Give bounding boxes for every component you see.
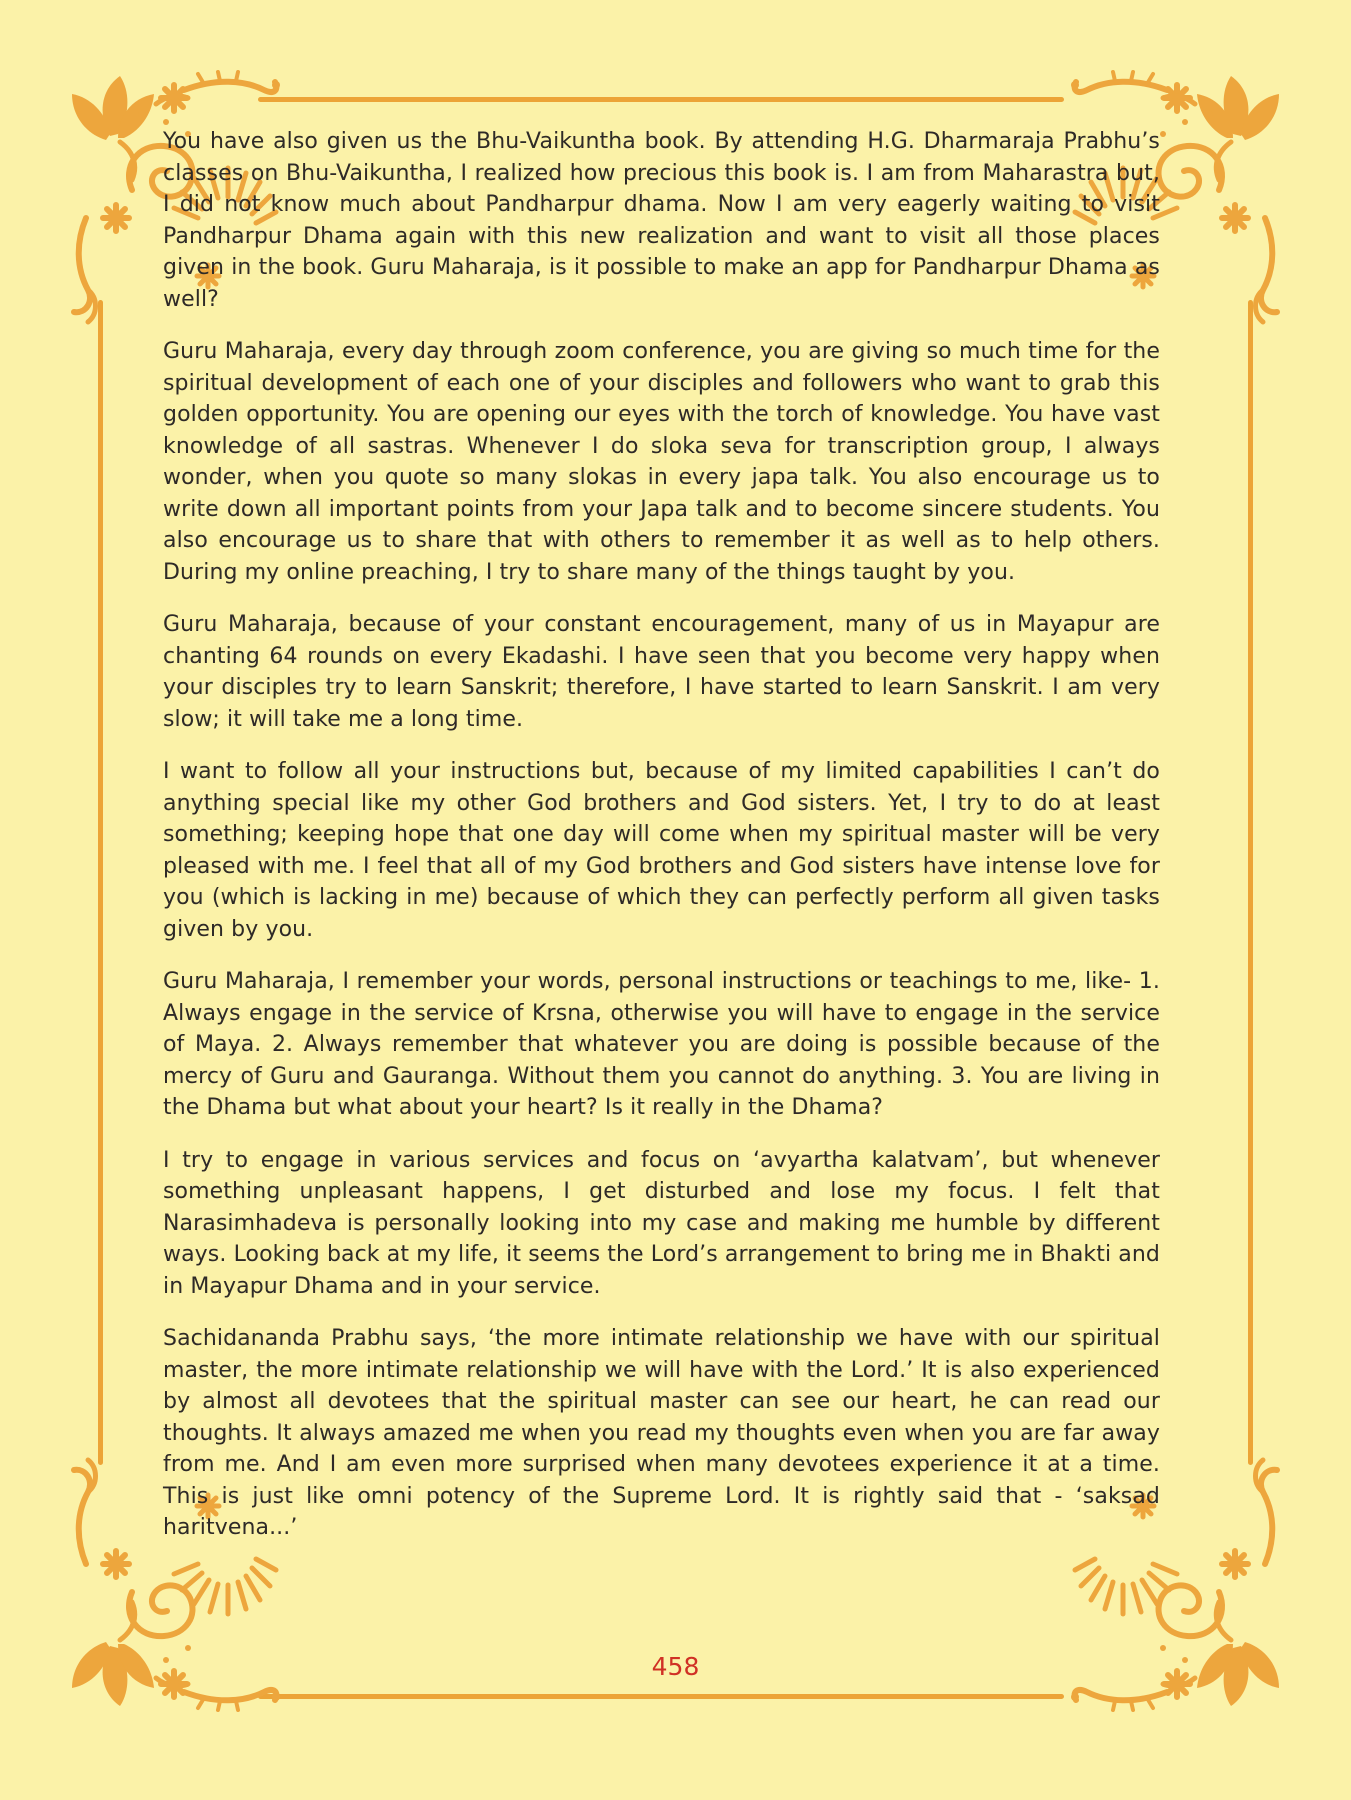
border-line-top (258, 97, 1064, 102)
body-paragraph: You have also given us the Bhu-Vaikuntha book. By attending H.G. Dharmaraja Prabhu’s classes on Bhu-Vaikuntha, I realized how precious this book is. I am from Maharastra but, I did not know much about Pandharpur dhama. Now I am very eagerly waiting to visit Pandharpur Dhama again with this new realization and want to visit all those places given in the book. Guru Maharaja, is it possible to make an app for Pandharpur Dhama as well? (163, 129, 1160, 312)
page-text (163, 126, 1160, 1565)
body-paragraph: I try to engage in various services and focus on ‘avyartha kalatvam’, but whenever something unpleasant happens, I get disturbed and lose my focus. I felt that Narasimhadeva is personally looking into my case and making me humble by different ways. Looking back at my life, it seems the Lord’s arrangement to bring me in Bhakti and in Mayapur Dhama and in your service. (163, 1147, 1160, 1299)
border-line-left (98, 300, 103, 1465)
body-paragraph: Guru Maharaja, because of your constant encouragement, many of us in Mayapur are chanting 64 rounds on every Ekadashi. I have seen that you become very happy when your disciples try to learn Sanskrit; therefore, I have started to learn Sanskrit. I am very slow; it will take me a long time. (163, 612, 1160, 732)
page-number: 458 (651, 1652, 700, 1681)
body-paragraph: I want to follow all your instructions but, because of my limited capabilities I can’t do anything special like my other God brothers and God sisters. Yet, I try to do at least something; keeping hope that one day will come when my spiritual master will be very pleased with me. I feel that all of my God brothers and God sisters have intense love for you (which is lacking in me) because of which they can perfectly perform all given tasks given by you. (163, 759, 1160, 942)
body-paragraph: Sachidananda Prabhu says, ‘the more intimate relationship we have with our spiritual master, the more intimate relationship we will have with the Lord.’ It is also experienced by almost all devotees that the spiritual master can see our heart, he can read our thoughts. It always amazed me when you read my thoughts even when you are far away from me. And I am even more surprised when many devotees experience it at a time. This is just like omni potency of the Supreme Lord. It is rightly said that - ‘saksad haritvena...’ (163, 1326, 1160, 1540)
border-line-right (1248, 300, 1253, 1465)
body-paragraph: Guru Maharaja, I remember your words, personal instructions or teachings to me, like- 1. Always engage in the service of Krsna, otherwise you will have to engage in the service of Maya. 2. Always remember that whatever you are doing is possible because of the mercy of Guru and Gauranga. Without them you cannot do anything. 3. You are living in the Dhama but what about your heart? Is it really in the Dhama? (163, 969, 1160, 1120)
body-paragraph: Guru Maharaja, every day through zoom conference, you are giving so much time for the spiritual development of each one of your disciples and followers who want to grab this golden opportunity. You are opening our eyes with the torch of knowledge. You have vast knowledge of all sastras. Whenever I do sloka seva for transcription group, I always wonder, when you quote so many slokas in every japa talk. You also encourage us to write down all important points from your Japa talk and to become sincere students. You also encourage us to share that with others to remember it as well as to help others. During my online preaching, I try to share many of the things taught by you. (163, 339, 1160, 585)
border-line-bottom (258, 1694, 1064, 1699)
